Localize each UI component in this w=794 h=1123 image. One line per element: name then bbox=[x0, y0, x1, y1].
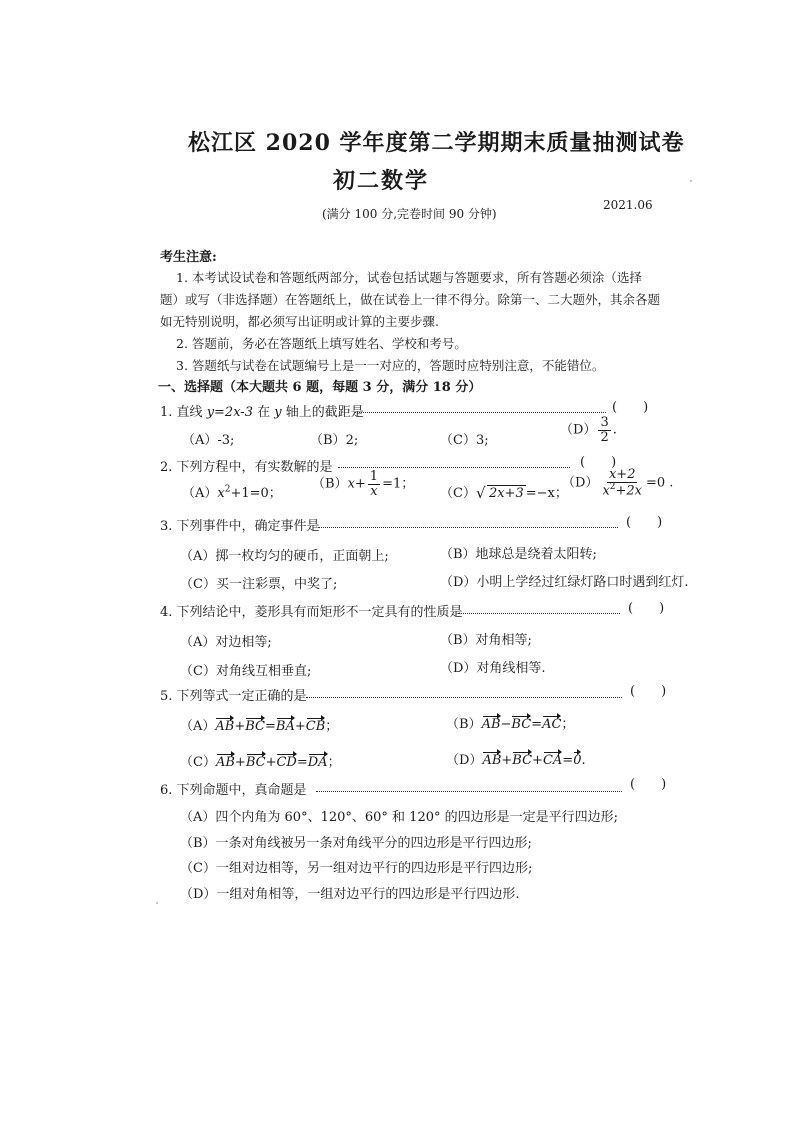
question-3-leader bbox=[318, 527, 618, 528]
question-6-number: 6. bbox=[160, 783, 173, 798]
question-5-text: 下列等式一定正确的是 bbox=[176, 689, 307, 704]
question-3-answer-blank[interactable]: ( ) bbox=[626, 515, 663, 530]
option-label: （A） bbox=[182, 433, 218, 448]
question-2-option-b bbox=[312, 470, 414, 498]
question-2-leader bbox=[338, 467, 570, 468]
question-3-option-a: （A）掷一枚均匀的硬币，正面朝上; bbox=[180, 549, 389, 564]
fraction-denominator: x bbox=[370, 483, 378, 499]
question-6-option-d: （D）一组对角相等，一组对边平行的四边形是平行四边形. bbox=[180, 887, 520, 902]
question-5-stem bbox=[160, 685, 307, 704]
vector-bc: BC bbox=[512, 753, 533, 768]
fraction-numerator: 3 bbox=[600, 415, 609, 430]
radicand: 2x+3 bbox=[488, 486, 524, 501]
op-plus: + bbox=[265, 755, 277, 770]
vector-ba: BA bbox=[275, 719, 295, 734]
vector-ac: AC bbox=[542, 717, 562, 732]
question-2-option-a bbox=[182, 482, 282, 501]
notice-item-1-line-2: 题）或写（非选择题）在答题纸上，做在试卷上一律不得分。除第一、二大题外，其余各题 bbox=[160, 292, 661, 307]
notice-item-1-line-1: 1. 本考试设试卷和答题纸两部分，试卷包括试题与答题要求，所有答题必须涂（选择 bbox=[176, 270, 642, 285]
option-label: （C） bbox=[180, 755, 216, 770]
math-exponent: 2 bbox=[224, 484, 231, 495]
fraction-denominator: 2 bbox=[600, 429, 609, 445]
op-plus: + bbox=[294, 719, 306, 734]
math-rest: =1； bbox=[382, 476, 415, 492]
vector-ca: CA bbox=[542, 753, 563, 768]
notice-heading: 考生注意: bbox=[160, 250, 217, 265]
question-2-answer-blank[interactable]: ( ) bbox=[580, 455, 617, 470]
question-6-text: 下列命题中，真命题是 bbox=[176, 783, 307, 798]
semicolon: ； bbox=[327, 755, 341, 770]
question-4-option-d: （D）对角线相等. bbox=[440, 661, 546, 676]
vector-ab: AB bbox=[215, 755, 235, 770]
vector-cd: CD bbox=[276, 755, 297, 770]
fraction-numerator: x+2 bbox=[608, 467, 636, 482]
question-1-leader bbox=[354, 412, 606, 413]
math-rest: =0 . bbox=[646, 475, 674, 491]
option-label: （B） bbox=[446, 717, 482, 732]
question-2-number: 2. bbox=[160, 460, 173, 475]
question-1-stem-c: 轴上的截距是 bbox=[281, 405, 364, 420]
math-x: x bbox=[602, 482, 610, 498]
question-1-stem-a: 直线 bbox=[176, 405, 207, 420]
question-3-option-c: （C）买一注彩票，中奖了; bbox=[180, 577, 338, 592]
question-4-text: 下列结论中，菱形具有而矩形不一定具有的性质是 bbox=[176, 605, 463, 620]
question-4-option-c: （C）对角线互相垂直; bbox=[180, 664, 312, 679]
op-equals: = bbox=[531, 717, 543, 732]
math-rest: +1=0； bbox=[230, 486, 282, 501]
question-5-answer-blank[interactable]: ( ) bbox=[630, 684, 667, 699]
math-x: x bbox=[217, 486, 225, 501]
vector-ab: AB bbox=[215, 719, 235, 734]
question-4-option-a: （A）对边相等; bbox=[180, 635, 272, 650]
op-plus: + bbox=[234, 719, 246, 734]
option-tail: . bbox=[612, 422, 617, 438]
question-6-option-c: （C）一组对边相等，另一组对边平行的四边形是平行四边形; bbox=[180, 861, 533, 876]
vector-ab: AB bbox=[482, 753, 502, 768]
notice-item-2: 2. 答题前，务必在答题纸上填写姓名、学校和考号。 bbox=[176, 336, 467, 351]
question-1-option-a bbox=[182, 429, 234, 448]
option-label: （D） bbox=[562, 475, 599, 491]
question-5-option-d bbox=[446, 749, 586, 768]
question-1-option-c bbox=[440, 429, 489, 448]
period: . bbox=[581, 753, 586, 768]
option-label: （D） bbox=[446, 753, 483, 768]
scan-speck bbox=[156, 902, 158, 904]
option-label: （B） bbox=[312, 476, 348, 492]
exam-title: 松江区 2020 学年度第二学期期末质量抽测试卷 bbox=[188, 130, 685, 156]
vector-ab: AB bbox=[481, 717, 501, 732]
option-label: （A） bbox=[182, 486, 218, 501]
option-text: 2; bbox=[345, 433, 359, 448]
op-minus: − bbox=[500, 717, 512, 732]
semicolon: ； bbox=[561, 717, 575, 732]
question-5-option-c bbox=[180, 751, 341, 770]
question-3-number: 3. bbox=[160, 519, 173, 534]
vector-bc: BC bbox=[511, 717, 532, 732]
zero-vector: 0 bbox=[573, 753, 582, 768]
math-rest: =−x； bbox=[525, 486, 568, 501]
question-1-number: 1. bbox=[160, 405, 173, 420]
math-x: x+ bbox=[347, 476, 366, 492]
question-3-stem bbox=[160, 515, 320, 534]
option-text: 3; bbox=[475, 433, 489, 448]
op-plus: + bbox=[532, 753, 543, 768]
option-text: -3; bbox=[217, 433, 235, 448]
vector-bc: BC bbox=[245, 755, 266, 770]
question-5-option-a bbox=[180, 715, 338, 734]
subject-title: 初二数学 bbox=[333, 168, 430, 194]
question-4-stem bbox=[160, 601, 463, 620]
vector-da: DA bbox=[307, 755, 328, 770]
semicolon: ； bbox=[325, 719, 339, 734]
op-plus: + bbox=[234, 755, 246, 770]
question-4-number: 4. bbox=[160, 605, 173, 620]
math-rest: +2x bbox=[615, 482, 643, 498]
question-4-leader bbox=[458, 613, 620, 614]
question-2-text: 下列方程中，有实数解的是 bbox=[176, 460, 333, 475]
question-6-option-a: （A）四个内角为 60°、120°、60° 和 120° 的四边形是一定是平行四边形; bbox=[180, 810, 619, 825]
option-label: （B） bbox=[310, 433, 346, 448]
op-equals: = bbox=[562, 753, 574, 768]
op-equals: = bbox=[265, 719, 276, 734]
section-1-heading: 一、选择题（本大题共 6 题，每题 3 分，满分 18 分） bbox=[158, 380, 482, 395]
question-5-number: 5. bbox=[160, 689, 173, 704]
question-1-stem-b: 在 bbox=[252, 405, 275, 420]
question-4-answer-blank[interactable]: ( ) bbox=[628, 601, 665, 616]
exam-date: 2021.06 bbox=[603, 198, 653, 212]
question-2-stem bbox=[160, 456, 333, 475]
question-6-leader bbox=[316, 791, 622, 792]
vector-bc: BC bbox=[245, 719, 265, 734]
option-label: （C） bbox=[440, 486, 476, 501]
scan-speck bbox=[690, 180, 692, 182]
question-1-option-b bbox=[310, 429, 358, 448]
question-2-option-c bbox=[440, 482, 568, 501]
question-3-text: 下列事件中，确定事件是 bbox=[176, 519, 320, 534]
question-2-option-d bbox=[562, 468, 673, 498]
question-5-option-b bbox=[446, 713, 574, 732]
option-label: （D） bbox=[560, 422, 597, 438]
question-6-option-b: （B）一条对角线被另一条对角线平分的四边形是平行四边形; bbox=[180, 836, 532, 851]
question-1-equation: y=2x-3 bbox=[206, 405, 253, 420]
question-3-option-b: （B）地球总是绕着太阳转; bbox=[440, 547, 597, 562]
op-equals: = bbox=[296, 755, 308, 770]
question-6-answer-blank[interactable]: ( ) bbox=[630, 777, 667, 792]
question-3-option-d: （D）小明上学经过红绿灯路口时遇到红灯. bbox=[440, 575, 689, 590]
question-1-option-d bbox=[560, 416, 617, 444]
math-exponent: 2 bbox=[609, 481, 616, 492]
question-1-stem bbox=[160, 401, 364, 420]
option-label: （C） bbox=[440, 433, 476, 448]
vector-cb: CB bbox=[305, 719, 326, 734]
question-6-stem bbox=[160, 779, 307, 798]
question-5-leader bbox=[306, 697, 622, 698]
question-4-option-b: （B）对角相等; bbox=[440, 633, 532, 648]
question-1-answer-blank[interactable]: ( ) bbox=[612, 400, 649, 415]
scoring-info: (满分 100 分,完卷时间 90 分钟) bbox=[322, 207, 497, 221]
op-plus: + bbox=[501, 753, 513, 768]
fraction-numerator: 1 bbox=[369, 469, 379, 484]
notice-item-1-line-3: 如无特别说明，都必须写出证明或计算的主要步骤. bbox=[160, 314, 439, 329]
question-1-y: y bbox=[274, 405, 282, 420]
notice-item-3: 3. 答题纸与试卷在试题编号上是一一对应的，答题时应特别注意，不能错位。 bbox=[176, 358, 605, 373]
option-label: （A） bbox=[180, 719, 216, 734]
